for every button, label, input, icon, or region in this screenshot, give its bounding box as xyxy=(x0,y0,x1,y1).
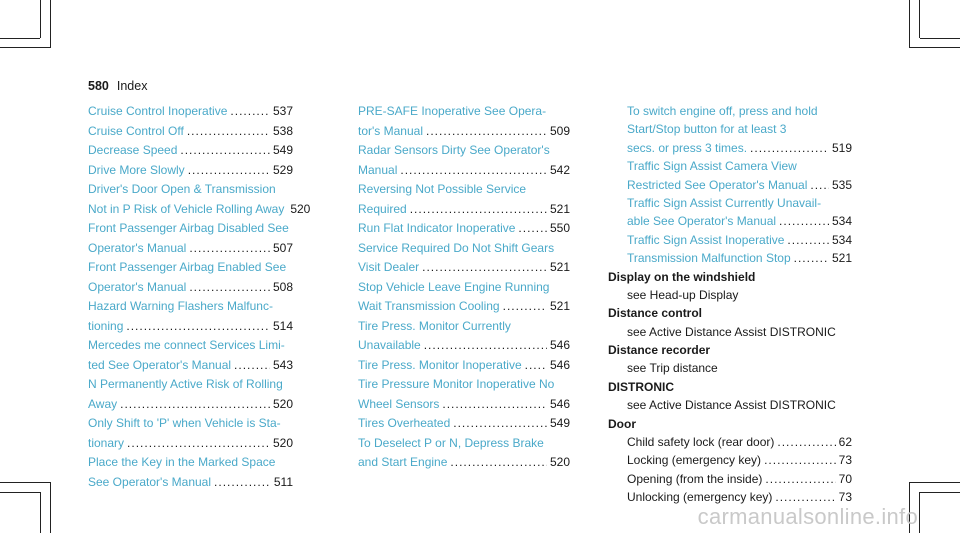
page-reference: 519 xyxy=(831,140,852,155)
crop-mark xyxy=(919,492,920,533)
index-entry[interactable] xyxy=(88,319,293,339)
index-entry xyxy=(608,104,852,122)
index-entry[interactable] xyxy=(608,141,852,159)
index-entry xyxy=(88,338,293,358)
entry-text: Required xyxy=(358,201,407,216)
index-entry[interactable] xyxy=(358,338,570,358)
index-entry xyxy=(358,319,570,339)
index-entry xyxy=(88,377,293,397)
dot-leader xyxy=(775,490,835,504)
entry-text: Operator's Manual xyxy=(88,279,187,294)
dot-leader xyxy=(525,358,547,372)
entry-text: Distance recorder xyxy=(608,343,711,358)
index-entry xyxy=(608,325,852,343)
crop-mark xyxy=(50,0,51,48)
entry-text: See Operator's Manual xyxy=(88,474,212,489)
page-reference: 520 xyxy=(290,201,311,216)
index-entry xyxy=(608,196,852,214)
index-entry[interactable] xyxy=(88,163,293,183)
entry-text: Tire Press. Monitor Inoperative xyxy=(358,357,522,372)
index-entry[interactable] xyxy=(88,280,293,300)
index-entry xyxy=(358,280,570,300)
entry-text: Visit Dealer xyxy=(358,260,420,274)
section-title: Index xyxy=(116,79,148,93)
entry-text: PRE-SAFE Inoperative See Opera- xyxy=(358,104,547,118)
crop-mark xyxy=(50,482,51,533)
entry-text: Not in P Risk of Vehicle Rolling Away xyxy=(88,201,285,216)
index-heading xyxy=(608,417,852,435)
page-reference: 543 xyxy=(272,357,293,372)
page-reference: 73 xyxy=(838,490,852,505)
page-reference: 546 xyxy=(549,338,570,352)
index-entry[interactable] xyxy=(88,104,293,124)
index-entry xyxy=(88,299,293,319)
index-entry[interactable] xyxy=(358,455,570,475)
entry-text: Manual xyxy=(358,162,398,177)
index-entry xyxy=(358,241,570,261)
dot-leader xyxy=(189,241,270,255)
page-reference: 509 xyxy=(549,123,570,138)
page-reference: 73 xyxy=(838,453,852,468)
page-reference: 550 xyxy=(549,221,570,235)
entry-text: Wheel Sensors xyxy=(358,396,440,411)
crop-mark xyxy=(0,492,40,493)
index-heading xyxy=(608,380,852,398)
entry-text: Decrease Speed xyxy=(88,143,178,157)
dot-leader xyxy=(424,338,547,352)
page-reference: 521 xyxy=(549,260,570,274)
index-entry xyxy=(88,260,293,280)
index-entry[interactable] xyxy=(358,124,570,144)
entry-text: Restricted See Operator's Manual xyxy=(627,177,808,192)
entry-text: see Active Distance Assist DISTRONIC xyxy=(627,398,836,413)
index-entry[interactable] xyxy=(88,436,293,456)
dot-leader xyxy=(450,455,547,469)
page-reference: 521 xyxy=(549,299,570,313)
entry-text: tor's Manual xyxy=(358,123,423,138)
index-entry[interactable] xyxy=(88,201,311,222)
index-column-3 xyxy=(608,104,852,509)
entry-text: Child safety lock (rear door) xyxy=(627,435,775,450)
dot-leader xyxy=(750,141,829,155)
crop-mark xyxy=(0,482,50,483)
index-entry xyxy=(608,435,852,453)
dot-leader xyxy=(503,299,547,313)
dot-leader xyxy=(234,358,270,372)
entry-text: Cruise Control Off xyxy=(88,123,184,138)
index-entry xyxy=(608,361,852,379)
dot-leader xyxy=(127,436,270,450)
index-entry[interactable] xyxy=(358,299,570,319)
entry-text: tionary xyxy=(88,435,125,450)
index-entry[interactable] xyxy=(608,251,852,269)
entry-text: Tires Overheated xyxy=(358,416,451,430)
entry-text: Traffic Sign Assist Currently Unavail- xyxy=(627,195,822,210)
dot-leader xyxy=(779,214,829,228)
index-entry[interactable] xyxy=(358,397,570,417)
entry-text: Unavailable xyxy=(358,338,421,352)
crop-mark xyxy=(909,0,910,48)
index-entry[interactable] xyxy=(88,124,293,144)
dot-leader xyxy=(765,472,835,486)
page-reference: 521 xyxy=(549,201,570,216)
dot-leader xyxy=(518,221,547,235)
crop-mark xyxy=(920,38,960,39)
page-reference: 549 xyxy=(549,416,570,430)
entry-text: Reversing Not Possible Service xyxy=(358,182,527,196)
index-entry xyxy=(358,436,570,456)
index-entry[interactable] xyxy=(608,178,852,196)
index-entry[interactable] xyxy=(358,163,570,183)
page-reference: 70 xyxy=(838,471,852,486)
page-reference: 508 xyxy=(272,279,293,294)
entry-text: Operator's Manual xyxy=(88,240,187,255)
index-entry xyxy=(358,182,570,202)
page-reference: 520 xyxy=(549,455,570,469)
entry-text: Opening (from the inside) xyxy=(627,471,763,486)
index-entry[interactable] xyxy=(358,358,570,378)
index-entry[interactable] xyxy=(358,221,570,241)
entry-text: Mercedes me connect Services Limi- xyxy=(88,338,285,352)
entry-text: Distance control xyxy=(608,306,703,321)
entry-text: Unlocking (emergency key) xyxy=(627,490,773,505)
index-heading xyxy=(608,343,852,361)
index-entry[interactable] xyxy=(88,358,293,378)
dot-leader xyxy=(400,163,547,177)
index-entry[interactable] xyxy=(88,475,293,495)
index-entry[interactable] xyxy=(608,233,852,251)
entry-text: see Active Distance Assist DISTRONIC xyxy=(627,324,836,339)
page-reference: 520 xyxy=(272,396,293,411)
page-reference: 549 xyxy=(272,143,293,157)
entry-text: Display on the windshield xyxy=(608,269,756,284)
index-entry[interactable] xyxy=(88,397,293,417)
page-reference: 514 xyxy=(272,318,293,333)
index-entry xyxy=(608,398,852,416)
index-entry[interactable] xyxy=(608,214,852,232)
index-entry xyxy=(88,182,293,202)
entry-text: Traffic Sign Assist Inoperative xyxy=(627,232,785,247)
crop-mark xyxy=(40,0,41,38)
entry-text: tioning xyxy=(88,318,124,333)
page-reference: 546 xyxy=(549,396,570,411)
page-reference: 537 xyxy=(272,104,293,118)
index-entry xyxy=(608,122,852,140)
entry-text: Tire Press. Monitor Currently xyxy=(358,318,511,333)
index-entry xyxy=(608,453,852,471)
index-entry xyxy=(88,221,293,241)
entry-text: see Trip distance xyxy=(627,361,718,376)
page-reference: 62 xyxy=(838,435,852,450)
dot-leader xyxy=(180,143,270,157)
index-entry xyxy=(358,143,570,163)
dot-leader xyxy=(189,280,270,294)
index-entry xyxy=(358,104,570,124)
entry-text: secs. or press 3 times. xyxy=(627,140,748,155)
crop-mark xyxy=(0,47,50,48)
index-entry xyxy=(608,472,852,490)
crop-mark xyxy=(919,0,920,38)
page-number: 580 xyxy=(88,79,109,93)
crop-mark xyxy=(910,47,960,48)
crop-mark xyxy=(910,482,960,483)
page-reference: 534 xyxy=(831,232,852,247)
crop-mark xyxy=(920,492,960,493)
index-entry[interactable] xyxy=(358,202,570,222)
page-reference: 538 xyxy=(272,123,293,138)
entry-text: Away xyxy=(88,396,118,411)
crop-mark xyxy=(0,38,40,39)
page-reference: 529 xyxy=(272,162,293,177)
page-reference: 534 xyxy=(831,214,852,229)
dot-leader xyxy=(787,233,829,247)
dot-leader xyxy=(810,178,829,192)
page-reference: 542 xyxy=(549,162,570,177)
page-reference: 521 xyxy=(831,251,852,266)
entry-text: Only Shift to 'P' when Vehicle is Sta- xyxy=(88,416,281,430)
entry-text: Radar Sensors Dirty See Operator's xyxy=(358,143,550,157)
entry-text: Front Passenger Airbag Enabled See xyxy=(88,260,287,274)
index-entry[interactable] xyxy=(88,143,293,163)
index-heading xyxy=(608,306,852,324)
index-entry xyxy=(608,159,852,177)
entry-text: ted See Operator's Manual xyxy=(88,357,232,372)
entry-text: Transmission Malfunction Stop xyxy=(627,251,791,266)
index-entry[interactable] xyxy=(358,260,570,280)
entry-text: Run Flat Indicator Inoperative xyxy=(358,221,516,235)
entry-text: Tire Pressure Monitor Inoperative No xyxy=(358,377,555,391)
entry-text: To switch engine off, press and hold xyxy=(627,104,818,118)
entry-text: Drive More Slowly xyxy=(88,162,185,177)
entry-text: N Permanently Active Risk of Rolling xyxy=(88,377,283,391)
page-header xyxy=(88,79,147,93)
index-entry[interactable] xyxy=(358,416,570,436)
entry-text: see Head-up Display xyxy=(627,287,739,302)
dot-leader xyxy=(188,163,270,177)
entry-text: Locking (emergency key) xyxy=(627,453,762,468)
page-reference: 520 xyxy=(272,435,293,450)
dot-leader xyxy=(187,124,270,138)
dot-leader xyxy=(794,251,829,265)
index-column-1 xyxy=(88,104,311,494)
entry-text: Door xyxy=(608,416,636,431)
entry-text: Traffic Sign Assist Camera View xyxy=(627,159,797,174)
dot-leader xyxy=(442,397,547,411)
dot-leader xyxy=(764,453,836,467)
dot-leader xyxy=(422,260,547,274)
index-heading xyxy=(608,270,852,288)
dot-leader xyxy=(120,397,270,411)
entry-text: To Deselect P or N, Depress Brake xyxy=(358,435,544,450)
entry-text: Start/Stop button for at least 3 xyxy=(627,122,787,137)
dot-leader xyxy=(214,475,271,489)
page-reference: 535 xyxy=(831,177,852,192)
watermark: carmanualsonline.info xyxy=(697,504,918,529)
index-entry xyxy=(358,377,570,397)
entry-text: Place the Key in the Marked Space xyxy=(88,455,276,469)
dot-leader xyxy=(126,319,270,333)
page-reference: 507 xyxy=(272,240,293,255)
page-reference: 546 xyxy=(549,357,570,372)
entry-text: Cruise Control Inoperative xyxy=(88,104,228,118)
entry-text: able See Operator's Manual xyxy=(627,214,777,229)
dot-leader xyxy=(426,124,547,138)
entry-text: and Start Engine xyxy=(358,455,448,469)
entry-text: Front Passenger Airbag Disabled See xyxy=(88,221,289,235)
entry-text: Driver's Door Open & Transmission xyxy=(88,182,276,196)
entry-text: Hazard Warning Flashers Malfunc- xyxy=(88,299,273,313)
dot-leader xyxy=(410,202,547,216)
index-entry xyxy=(88,455,293,475)
entry-text: Wait Transmission Cooling xyxy=(358,299,500,313)
entry-text: DISTRONIC xyxy=(608,379,674,394)
entry-text: Service Required Do Not Shift Gears xyxy=(358,240,555,255)
index-entry xyxy=(608,288,852,306)
page-reference: 511 xyxy=(273,474,293,489)
index-column-2 xyxy=(358,104,570,475)
index-entry[interactable] xyxy=(88,241,293,261)
index-entry xyxy=(88,416,293,436)
dot-leader xyxy=(777,435,835,449)
entry-text: Stop Vehicle Leave Engine Running xyxy=(358,279,550,294)
dot-leader xyxy=(230,104,270,118)
crop-mark xyxy=(40,492,41,533)
dot-leader xyxy=(453,416,547,430)
